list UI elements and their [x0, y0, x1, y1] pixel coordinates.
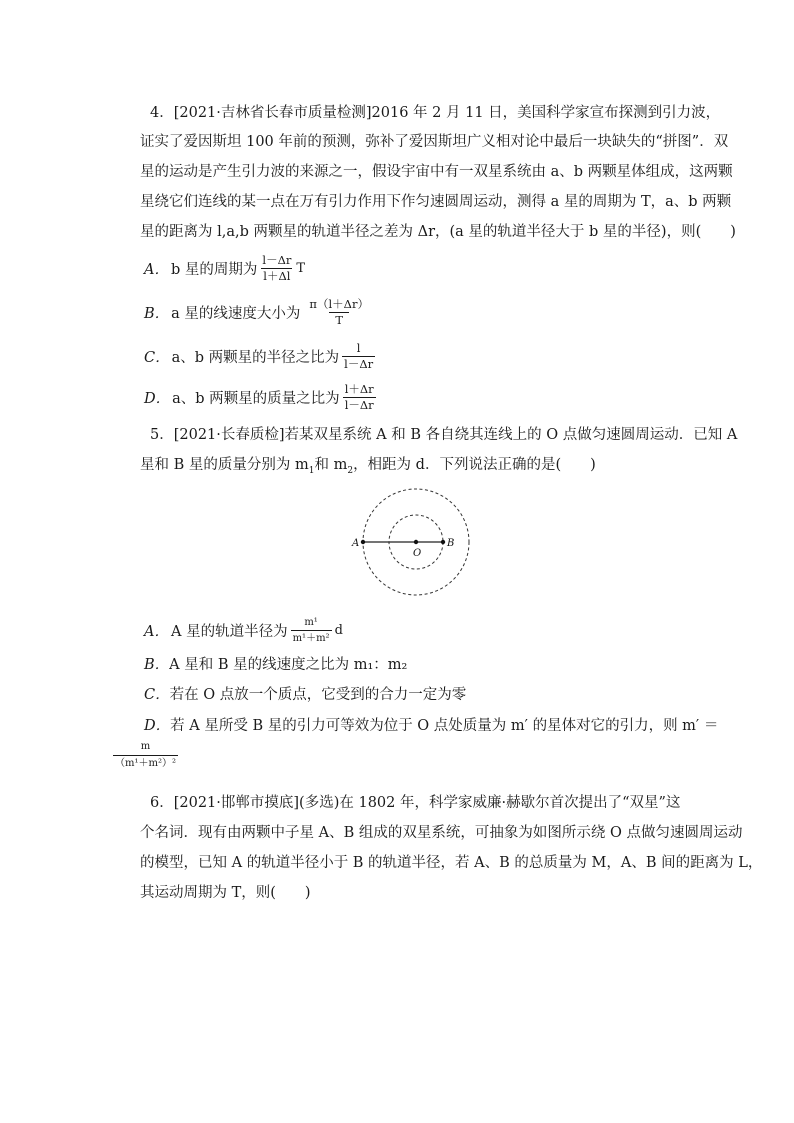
center-o-dot	[414, 540, 418, 544]
option-text: a、b 两颗星的质量之比为	[172, 391, 340, 407]
numerator: l	[356, 341, 361, 355]
label-b: B	[447, 538, 455, 549]
option-text: A 星和 B 星的线速度之比为 m₁：m₂	[169, 657, 408, 673]
q5-line-1: 5．[2021·长春质检]若某双星系统 A 和 B 各自绕其连线上的 O 点做匀速圆周运动．已知 A	[150, 427, 738, 443]
denominator: l＋Δl	[263, 269, 291, 283]
option-label: C．	[144, 687, 170, 703]
label-a: A	[352, 538, 360, 549]
option-suffix: d	[334, 623, 343, 638]
denominator: T	[329, 312, 349, 327]
binary-star-figure	[340, 480, 490, 606]
q5-line-2-mid: 和 m	[314, 457, 348, 473]
q5-option-c	[144, 685, 466, 705]
option-label: D．	[144, 391, 171, 407]
numerator: π（l＋Δr）	[309, 297, 369, 311]
numerator: m	[140, 741, 151, 752]
fraction	[291, 616, 332, 645]
q5-option-b	[144, 655, 407, 675]
star-b-dot	[441, 540, 445, 544]
q5-line-2-pre: 星和 B 星的质量分别为 m	[140, 457, 309, 473]
star-a-dot	[361, 540, 365, 544]
denominator: l－Δr	[344, 398, 374, 412]
option-text: a、b 两颗星的半径之比为	[171, 350, 340, 366]
option-label: B．	[144, 306, 170, 322]
q6-line-4: 其运动周期为 T，则( )	[140, 885, 311, 901]
option-label: C．	[144, 350, 170, 366]
q5-line-2	[140, 455, 596, 481]
q4-line-4: 星绕它们连线的某一点在万有引力作用下作匀速圆周运动，测得 a 星的周期为 T，a、b 两颗	[140, 194, 732, 210]
q4-line-1: 4．[2021·吉林省长春市质量检测]2016 年 2 月 11 日，美国科学家宣布探测到引力波，	[150, 105, 721, 121]
q5-option-d	[144, 716, 718, 736]
q4-option-d	[144, 383, 377, 412]
denominator: l－Δr	[344, 357, 374, 371]
option-label: A．	[144, 262, 169, 278]
numerator: l－Δr	[262, 253, 292, 267]
numerator: l＋Δr	[344, 382, 374, 396]
q4-option-a	[144, 254, 305, 283]
option-label: B．	[144, 657, 170, 673]
option-text: 若 A 星所受 B 星的引力可等效为位于 O 点处质量为 m′ 的星体对它的引力，则 m′ ＝	[170, 718, 719, 734]
fraction	[342, 342, 375, 371]
label-o: O	[413, 548, 422, 559]
q6-line-3: 的模型，已知 A 的轨道半径小于 B 的轨道半径，若 A、B 的总质量为 M，A、B 间的距离为 L，	[140, 855, 763, 871]
fraction	[113, 740, 178, 770]
option-text: a 星的线速度大小为	[171, 306, 301, 322]
option-suffix: T	[296, 261, 306, 276]
option-text: A 星的轨道半径为	[170, 624, 288, 640]
q5-option-d-fraction	[112, 740, 179, 770]
q6-line-1: 6．[2021·邯郸市摸底](多选)在 1802 年，科学家威廉·赫歇尔首次提出了“双星”这	[150, 795, 681, 811]
denominator: （m¹＋m²）²	[113, 755, 178, 770]
q4-line-3: 星的运动是产生引力波的来源之一，假设宇宙中有一双星系统由 a、b 两颗星体组成，这两颗	[140, 164, 733, 180]
q5-option-a	[144, 616, 343, 645]
numerator: m¹	[304, 617, 318, 628]
q5-line-2-post: ，相距为 d．下列说法正确的是( )	[353, 457, 596, 473]
subscript: 2	[347, 465, 354, 476]
subscript: 1	[308, 465, 315, 476]
option-text: 若在 O 点放一个质点，它受到的合力一定为零	[169, 687, 467, 703]
q4-option-b	[144, 298, 376, 327]
q4-option-c	[144, 342, 376, 371]
option-label: A．	[144, 624, 169, 640]
fraction	[303, 298, 375, 327]
option-text: b 星的周期为	[170, 262, 258, 278]
q4-line-5: 星的距离为 l,a,b 两颗星的轨道半径之差为 Δr，(a 星的轨道半径大于 b 星的半径)，则( )	[140, 224, 736, 240]
fraction	[260, 254, 293, 283]
denominator: m¹＋m²	[291, 630, 332, 645]
q4-line-2: 证实了爱因斯坦 100 年前的预测，弥补了爱因斯坦广义相对论中最后一块缺失的“拼图”．双	[140, 134, 729, 150]
q6-line-2: 个名词．现有由两颗中子星 A、B 组成的双星系统，可抽象为如图所示绕 O 点做匀速圆周运动	[140, 825, 743, 841]
option-label: D．	[144, 718, 171, 734]
fraction	[343, 383, 376, 412]
